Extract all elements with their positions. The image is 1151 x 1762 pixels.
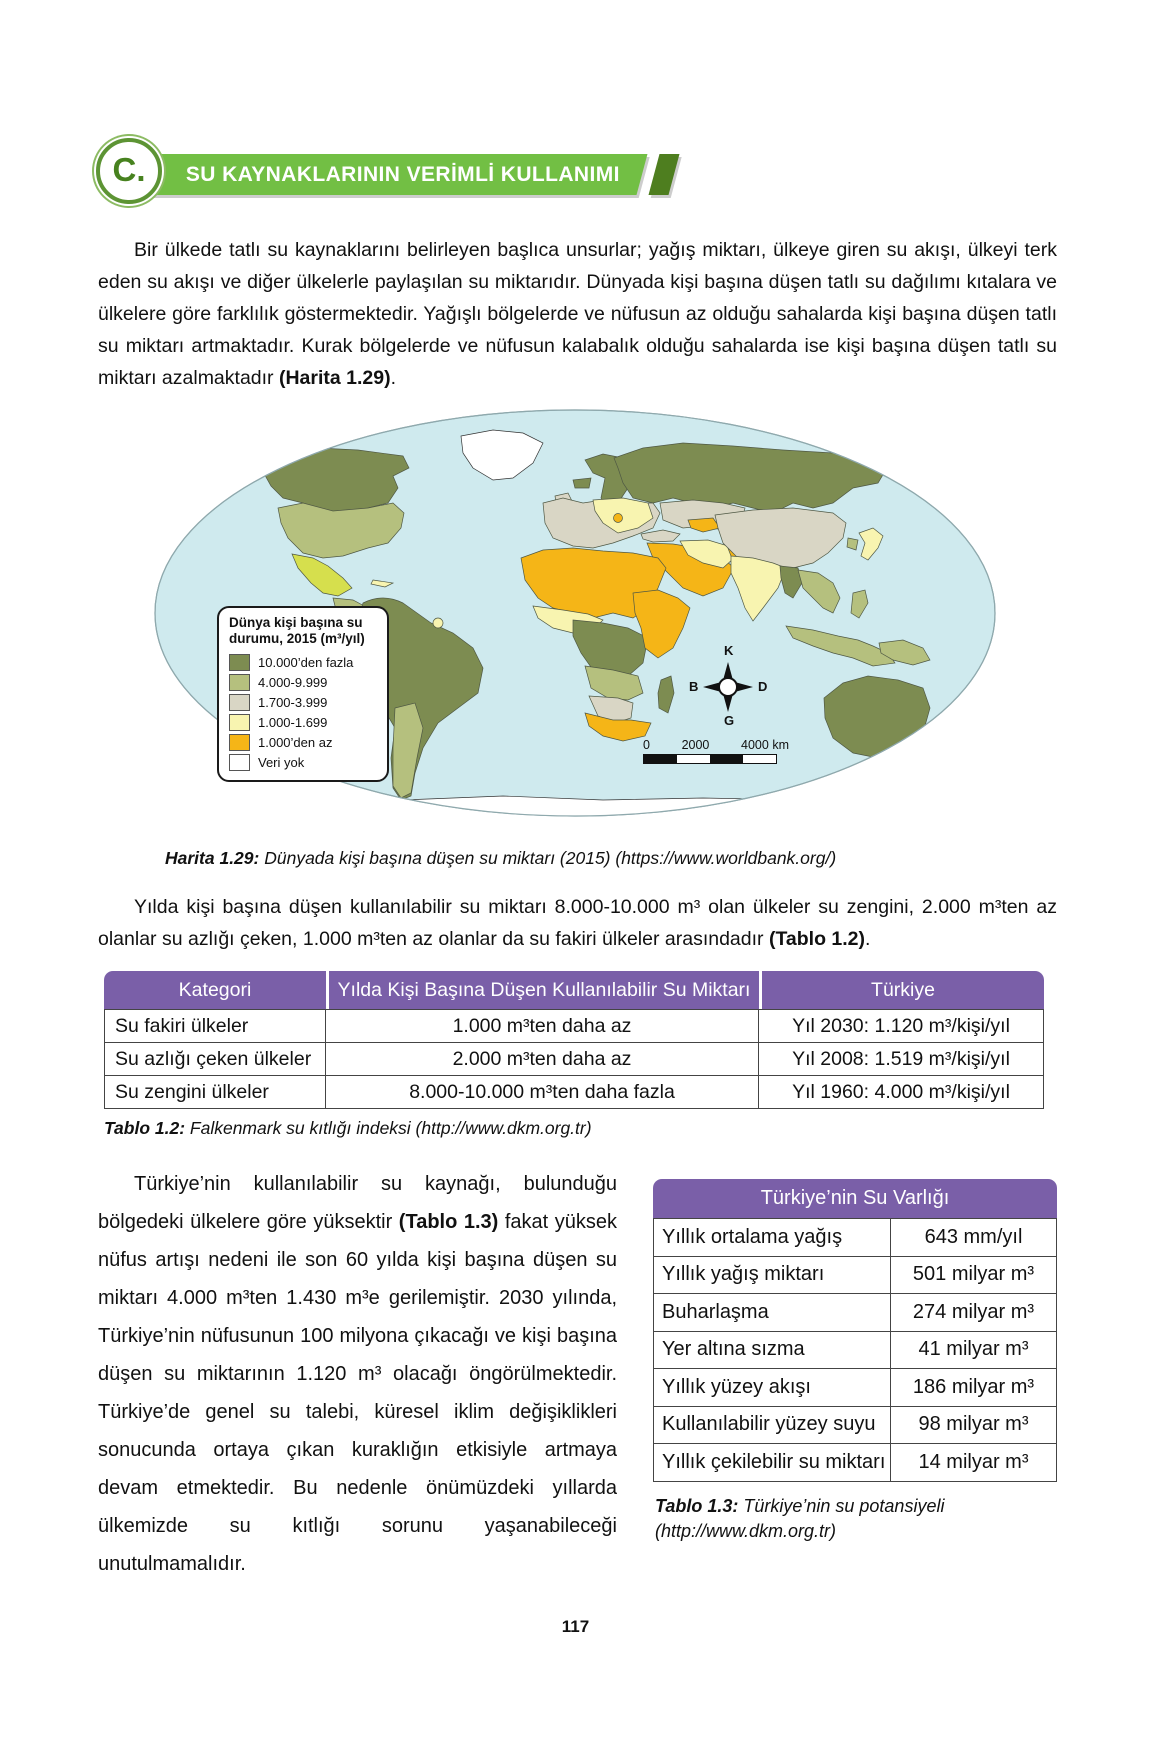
page-number: 117 [561,1617,590,1636]
scale-labels [643,738,789,752]
legend-item-label: 1.700-3.999 [258,694,328,710]
legend-item-label: 1.000-1.699 [258,714,328,730]
para2-text-end: . [865,928,871,950]
table-row [104,1009,1044,1043]
region-iceland [573,478,591,488]
scale-tick-2000: 2000 [681,738,710,752]
map-caption-text: Dünyada kişi başına düşen su miktarı (2015) (https://www.worldbank.org/) [259,848,837,868]
header-cell-amount: Yılda Kişi Başına Düşen Kullanılabilir Su Miktarı [326,971,759,1009]
world-map-figure [153,408,998,869]
water-categories-paragraph [98,891,1057,955]
table-row [653,1257,1057,1295]
table-row [653,1294,1057,1332]
legend-swatch [229,734,250,751]
legend-item-label: 1.000’den az [258,734,333,750]
legend-item-label: Veri yok [258,754,305,770]
world-map [153,408,998,818]
cell-amount: 2.000 m³ten daha az [326,1043,759,1076]
cell-category: Su azlığı çeken ülkeler [104,1043,326,1076]
banner-slash-decoration [649,154,680,195]
legend-item-label: 4.000-9.999 [258,674,328,690]
section-header [96,138,1151,214]
cell-label: Yıllık yüzey akışı [653,1369,891,1407]
intro-paragraph [98,234,1057,394]
scale-tick-4000: 4000 km [741,738,789,752]
scale-bar-segments [643,754,777,764]
two-column-section [98,1165,1057,1583]
table-row [653,1369,1057,1407]
turkey-water-paragraph [98,1165,617,1583]
legend-item-label: 10.000’den fazla [258,654,354,670]
table3-title: Türkiye’nin Su Varlığı [653,1179,1057,1218]
cell-label: Kullanılabilir yüzey suyu [653,1407,891,1445]
body-table-reference: (Tablo 1.3) [398,1211,499,1233]
section-badge [96,138,162,204]
table-row [653,1332,1057,1370]
compass-star-icon [701,660,755,714]
map-caption [165,848,998,869]
table3-caption-label: Tablo 1.3: [655,1495,739,1516]
cell-label: Yıllık çekilebilir su miktarı [653,1444,891,1482]
cell-category: Su zengini ülkeler [104,1076,326,1109]
region-hungary [614,514,623,523]
turkey-water-assets-column [653,1165,1057,1583]
cell-value: 274 milyar m³ [891,1294,1057,1332]
legend-swatch-color [230,754,250,770]
cell-amount: 8.000-10.000 m³ten daha fazla [326,1076,759,1109]
page-title: SU KAYNAKLARININ VERİMLİ KULLANIMI [186,162,620,186]
textbook-page [0,138,1151,1762]
table-row [104,1076,1044,1109]
para2-table-reference: (Tablo 1.2) [768,928,866,950]
falkenmark-table [104,971,1044,1109]
legend-item [229,672,379,692]
table2-caption-text: Falkenmark su kıtlığı indeksi (http://www.dkm.org.tr) [185,1118,592,1138]
legend-swatch-color [230,674,250,690]
region-guyana [433,618,443,628]
cell-turkey: Yıl 2008: 1.519 m³/kişi/yıl [759,1043,1044,1076]
legend-swatch-color [230,734,250,750]
compass-west-label: B [689,679,699,694]
section-banner-row [148,154,674,195]
cell-value: 643 mm/yıl [891,1218,1057,1257]
cell-turkey: Yıl 2030: 1.120 m³/kişi/yıl [759,1009,1044,1043]
legend-swatch [229,694,250,711]
legend-title [229,615,379,647]
cell-value: 501 milyar m³ [891,1257,1057,1295]
legend-swatch-color [230,654,250,670]
table-header-row [653,1179,1057,1218]
para2-text: Yılda kişi başına düşen kullanılabilir su miktarı 8.000-10.000 m³ olan ülkeler su zengini, 2.000 m³ten az olanlar su azlığı çeken, 1.000 m³ten az olanlar da su fakiri ülkeler arasındadır [98,896,1057,950]
cell-label: Buharlaşma [653,1294,891,1332]
region-new-zealand-south [925,760,943,775]
compass-north-label: K [724,643,734,658]
cell-label: Yıllık yağış miktarı [653,1257,891,1295]
cell-value: 186 milyar m³ [891,1369,1057,1407]
map-legend [217,606,389,782]
intro-map-reference: (Harita 1.29) [278,367,391,389]
table-header-row [104,971,1044,1009]
turkey-water-assets-table [653,1179,1057,1482]
intro-text: Bir ülkede tatlı su kaynaklarını belirleyen başlıca unsurlar; yağış miktarı, ülkeye giren su akışı, ülkeyi terk eden su akışı ve diğer ülkelerle paylaşılan su miktarıdır. Dünyada kişi başına düşen tatlı su dağılımı kıtalara ve ülkelere göre farklılık göstermektedir. Yağışlı bölgelerde ve nüfusun az olduğu sahalarda kişi başına düşen tatlı su miktarı artmaktadır. Kurak bölgelerde ve nüfusun kalabalık olduğu sahalarda ise kişi başına düşen tatlı su miktarı azalmaktadır [98,239,1057,389]
cell-value: 98 milyar m³ [891,1407,1057,1445]
legend-item [229,732,379,752]
table-row [653,1444,1057,1482]
legend-swatch [229,654,250,671]
table-row [653,1407,1057,1445]
cell-amount: 1.000 m³ten daha az [326,1009,759,1043]
legend-item [229,652,379,672]
table-row [104,1043,1044,1076]
legend-swatch [229,674,250,691]
cell-label: Yıllık ortalama yağış [653,1218,891,1257]
legend-swatch [229,754,250,771]
scale-tick-0: 0 [643,738,650,752]
cell-value: 41 milyar m³ [891,1332,1057,1370]
intro-text-end: . [390,367,397,389]
legend-title-line2: durumu, 2015 (m³/yıl) [229,631,365,646]
table3-caption-line1: Türkiye’nin su potansiyeli [738,1495,945,1516]
legend-item [229,752,379,772]
table3-caption-line2: (http://www.dkm.org.tr) [655,1520,837,1541]
map-scale-bar [643,738,789,764]
table-row [653,1218,1057,1257]
table2-caption-label: Tablo 1.2: [104,1118,186,1138]
cell-label: Yer altına sızma [653,1332,891,1370]
legend-swatch [229,714,250,731]
section-badge-letter: C. [112,151,146,188]
turkey-table-caption [655,1494,1057,1544]
cell-category: Su fakiri ülkeler [104,1009,326,1043]
legend-swatch-color [230,714,250,730]
map-caption-label: Harita 1.29: [165,848,260,868]
falkenmark-table-caption [104,1118,1151,1139]
compass-east-label: D [758,679,768,694]
section-title-banner [143,154,648,195]
body-text-2: fakat yüksek nüfus artışı nedeni ile son 60 yılda kişi başına düşen su miktarı 4.000 m³ten 1.430 m³e gerilemiştir. 2030 yılında, Türkiye’nin nüfusunun 100 milyona çıkacağı ve kişi başına düşen su miktarının 1.120 m³ olacağı öngörülmektedir. Türkiye’de genel su talebi, küresel iklim değişiklikleri sonucunda ortaya çıkan kuraklığın etkisiyle artmaya devam etmektedir. Bu nedenle önümüzdeki yıllarda ülkemizde su kıtlığı sorunu yaşanabileceği unutulmamalıdır. [98,1211,618,1575]
region-new-zealand-north [918,746,931,760]
compass-south-label: G [724,713,735,728]
legend-title-line1: Dünya kişi başına su [229,615,363,630]
legend-swatch-color [230,694,250,710]
compass-rose [689,643,768,728]
cell-value: 14 milyar m³ [891,1444,1057,1482]
header-cell-turkey: Türkiye [759,971,1044,1009]
cell-turkey: Yıl 1960: 4.000 m³/kişi/yıl [759,1076,1044,1109]
legend-item [229,692,379,712]
body-text-1: Türkiye’nin kullanılabilir su kaynağı, bulunduğu bölgedeki ülkelere göre yüksektir [98,1173,617,1233]
legend-item [229,712,379,732]
header-cell-category: Kategori [104,971,326,1009]
